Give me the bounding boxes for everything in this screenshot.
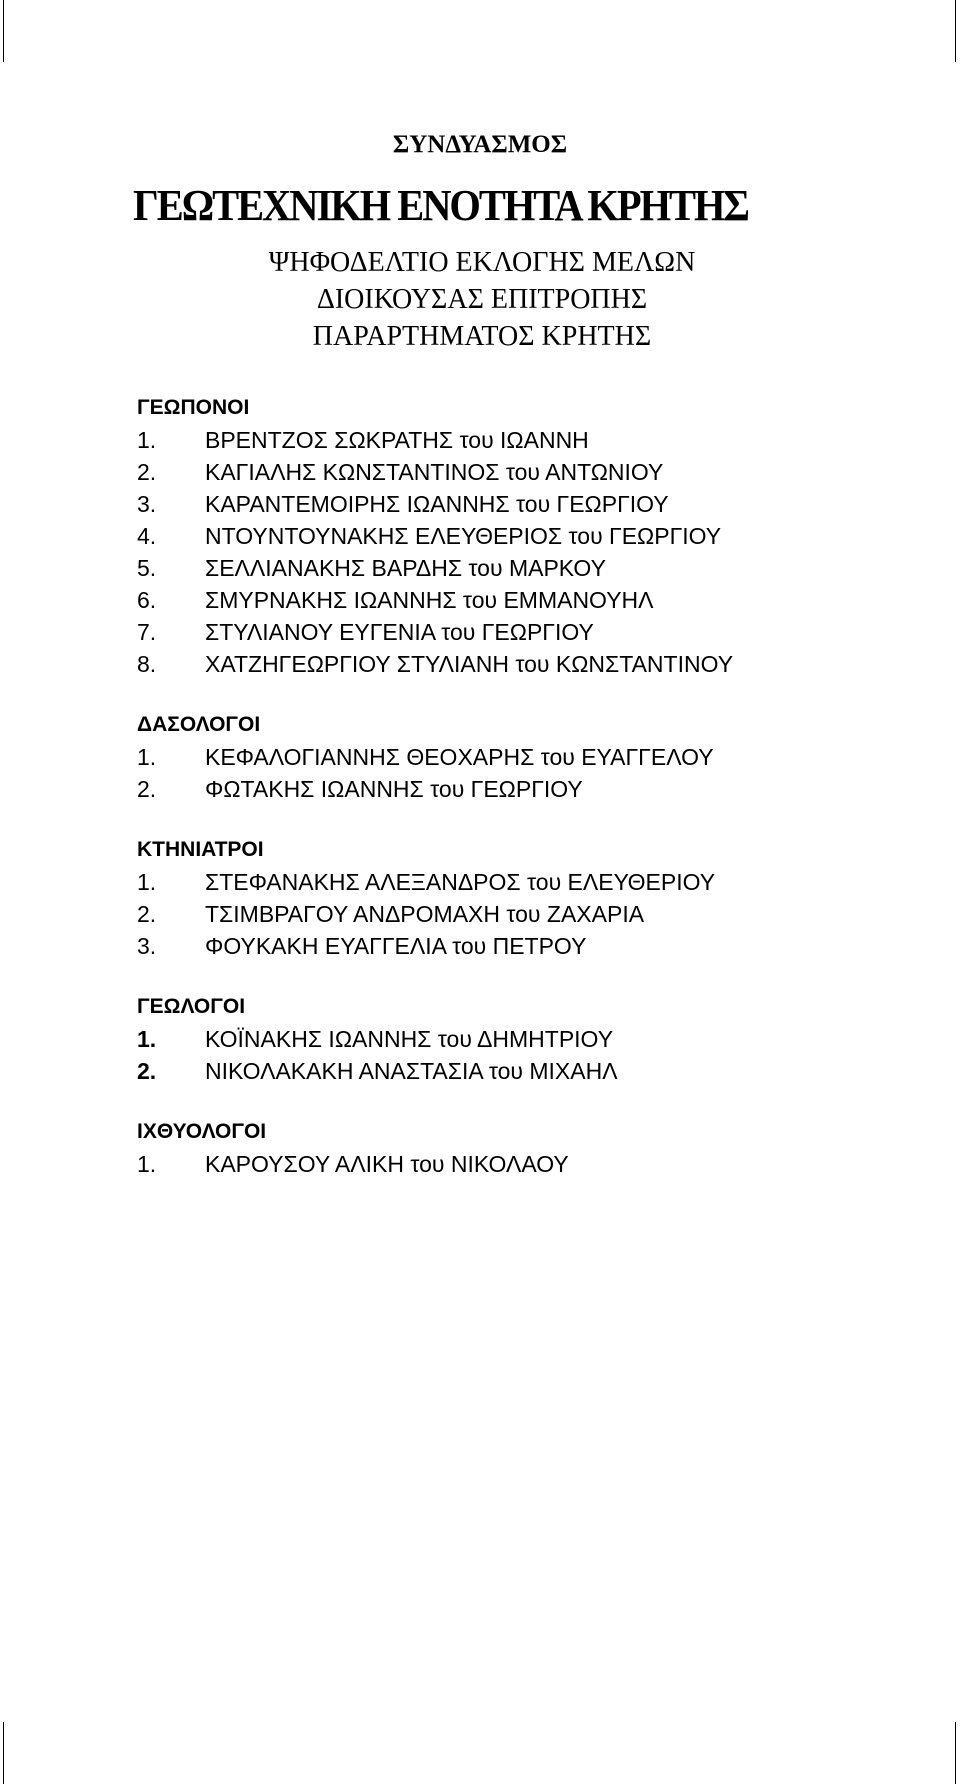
candidate-group [137, 392, 917, 680]
candidate-number: 1. [137, 869, 157, 895]
candidate-name: ΚΑΓΙΑΛΗΣ ΚΩΝΣΤΑΝΤΙΝΟΣ του ΑΝΤΩΝΙΟΥ [205, 459, 664, 485]
ballot-header [0, 130, 960, 355]
subtitle-line: ΨΗΦΟΔΕΛΤΙΟ ΕΚΛΟΓΗΣ ΜΕΛΩΝ [268, 247, 696, 278]
group-title: ΔΑΣΟΛΟΓΟΙ [137, 713, 261, 736]
ballot-subtitle [0, 244, 960, 355]
candidate-group [137, 1116, 917, 1180]
candidate-row [137, 648, 917, 680]
candidate-name: ΚΑΡΟΥΣΟΥ ΑΛΙΚΗ του ΝΙΚΟΛΑΟΥ [205, 1151, 569, 1177]
candidate-row [137, 773, 917, 805]
candidate-name: ΦΩΤΑΚΗΣ ΙΩΑΝΝΗΣ του ΓΕΩΡΓΙΟΥ [205, 776, 583, 802]
candidate-row [137, 520, 917, 552]
subtitle-line: ΔΙΟΙΚΟΥΣΑΣ ΕΠΙΤΡΟΠΗΣ [316, 284, 648, 315]
crop-mark-top-right [955, 0, 956, 62]
candidate-number: 3. [137, 933, 157, 959]
candidate-number: 1. [137, 744, 157, 770]
candidate-number: 2. [137, 776, 157, 802]
candidate-number: 6. [137, 587, 157, 613]
crop-mark-bottom-right [955, 1722, 956, 1784]
candidate-row [137, 488, 917, 520]
candidate-name: ΚΑΡΑΝΤΕΜΟΙΡΗΣ ΙΩΑΝΝΗΣ του ΓΕΩΡΓΙΟΥ [205, 491, 669, 517]
candidate-row [137, 1055, 917, 1087]
candidate-number: 2. [137, 459, 157, 485]
candidate-number: 3. [137, 491, 157, 517]
candidate-row [137, 616, 917, 648]
candidate-row [137, 552, 917, 584]
candidate-number: 1. [137, 1151, 157, 1177]
group-title: ΚΤΗΝΙΑΤΡΟΙ [137, 838, 264, 861]
candidate-row [137, 456, 917, 488]
candidate-number: 5. [137, 555, 157, 581]
group-title: ΙΧΘΥΟΛΟΓΟΙ [137, 1120, 267, 1143]
group-title: ΓΕΩΛΟΓΟΙ [137, 995, 246, 1018]
subtitle-line: ΠΑΡΑΡΤΗΜΑΤΟΣ ΚΡΗΤΗΣ [312, 321, 652, 352]
crop-mark-top-left [3, 0, 4, 62]
candidate-name: ΣΜΥΡΝΑΚΗΣ ΙΩΑΝΝΗΣ του ΕΜΜΑΝΟΥΗΛ [205, 587, 654, 613]
candidate-row [137, 898, 917, 930]
candidate-number: 8. [137, 651, 157, 677]
candidate-row [137, 866, 917, 898]
candidate-number: 7. [137, 619, 157, 645]
candidate-row [137, 1023, 917, 1055]
candidate-name: ΚΕΦΑΛΟΓΙΑΝΝΗΣ ΘΕΟΧΑΡΗΣ του ΕΥΑΓΓΕΛΟΥ [205, 744, 714, 770]
group-title: ΓΕΩΠΟΝΟΙ [137, 396, 250, 419]
candidate-group [137, 709, 917, 805]
candidate-name: ΧΑΤΖΗΓΕΩΡΓΙΟΥ ΣΤΥΛΙΑΝΗ του ΚΩΝΣΤΑΝΤΙΝΟΥ [205, 651, 734, 677]
candidate-row [137, 584, 917, 616]
candidate-name: ΝΙΚΟΛΑΚΑΚΗ ΑΝΑΣΤΑΣΙΑ του ΜΙΧΑΗΛ [205, 1058, 618, 1084]
coalition-label: ΣΥΝΔΥΑΣΜΟΣ [392, 131, 568, 158]
ballot-title: ΓΕΩΤΕΧΝΙΚΗ ΕΝΟΤΗΤΑ ΚΡΗΤΗΣ [133, 181, 748, 230]
candidate-row [137, 424, 917, 456]
candidate-number: 4. [137, 523, 157, 549]
candidate-name: ΦΟΥΚΑΚΗ ΕΥΑΓΓΕΛΙΑ του ΠΕΤΡΟΥ [205, 933, 587, 959]
candidate-list [137, 392, 917, 1209]
crop-mark-bottom-left [3, 1722, 4, 1784]
candidate-number: 1. [137, 427, 157, 453]
candidate-name: ΣΤΕΦΑΝΑΚΗΣ ΑΛΕΞΑΝΔΡΟΣ του ΕΛΕΥΘΕΡΙΟΥ [205, 869, 716, 895]
candidate-name: ΝΤΟΥΝΤΟΥΝΑΚΗΣ ΕΛΕΥΘΕΡΙΟΣ του ΓΕΩΡΓΙΟΥ [205, 523, 722, 549]
candidate-group [137, 834, 917, 962]
candidate-row [137, 1148, 917, 1180]
candidate-number: 2. [137, 1058, 157, 1084]
candidate-row [137, 741, 917, 773]
candidate-row [137, 930, 917, 962]
candidate-group [137, 991, 917, 1087]
candidate-number: 2. [137, 901, 157, 927]
candidate-number: 1. [137, 1026, 157, 1052]
candidate-name: ΣΕΛΛΙΑΝΑΚΗΣ ΒΑΡΔΗΣ του ΜΑΡΚΟΥ [205, 555, 606, 581]
candidate-name: ΣΤΥΛΙΑΝΟΥ ΕΥΓΕΝΙΑ του ΓΕΩΡΓΙΟΥ [205, 619, 594, 645]
candidate-name: ΤΣΙΜΒΡΑΓΟΥ ΑΝΔΡΟΜΑΧΗ του ΖΑΧΑΡΙΑ [205, 901, 645, 927]
candidate-name: ΚΟΪΝΑΚΗΣ ΙΩΑΝΝΗΣ του ΔΗΜΗΤΡΙΟΥ [205, 1026, 614, 1052]
candidate-name: ΒΡΕΝΤΖΟΣ ΣΩΚΡΑΤΗΣ του ΙΩΑΝΝΗ [205, 427, 589, 453]
